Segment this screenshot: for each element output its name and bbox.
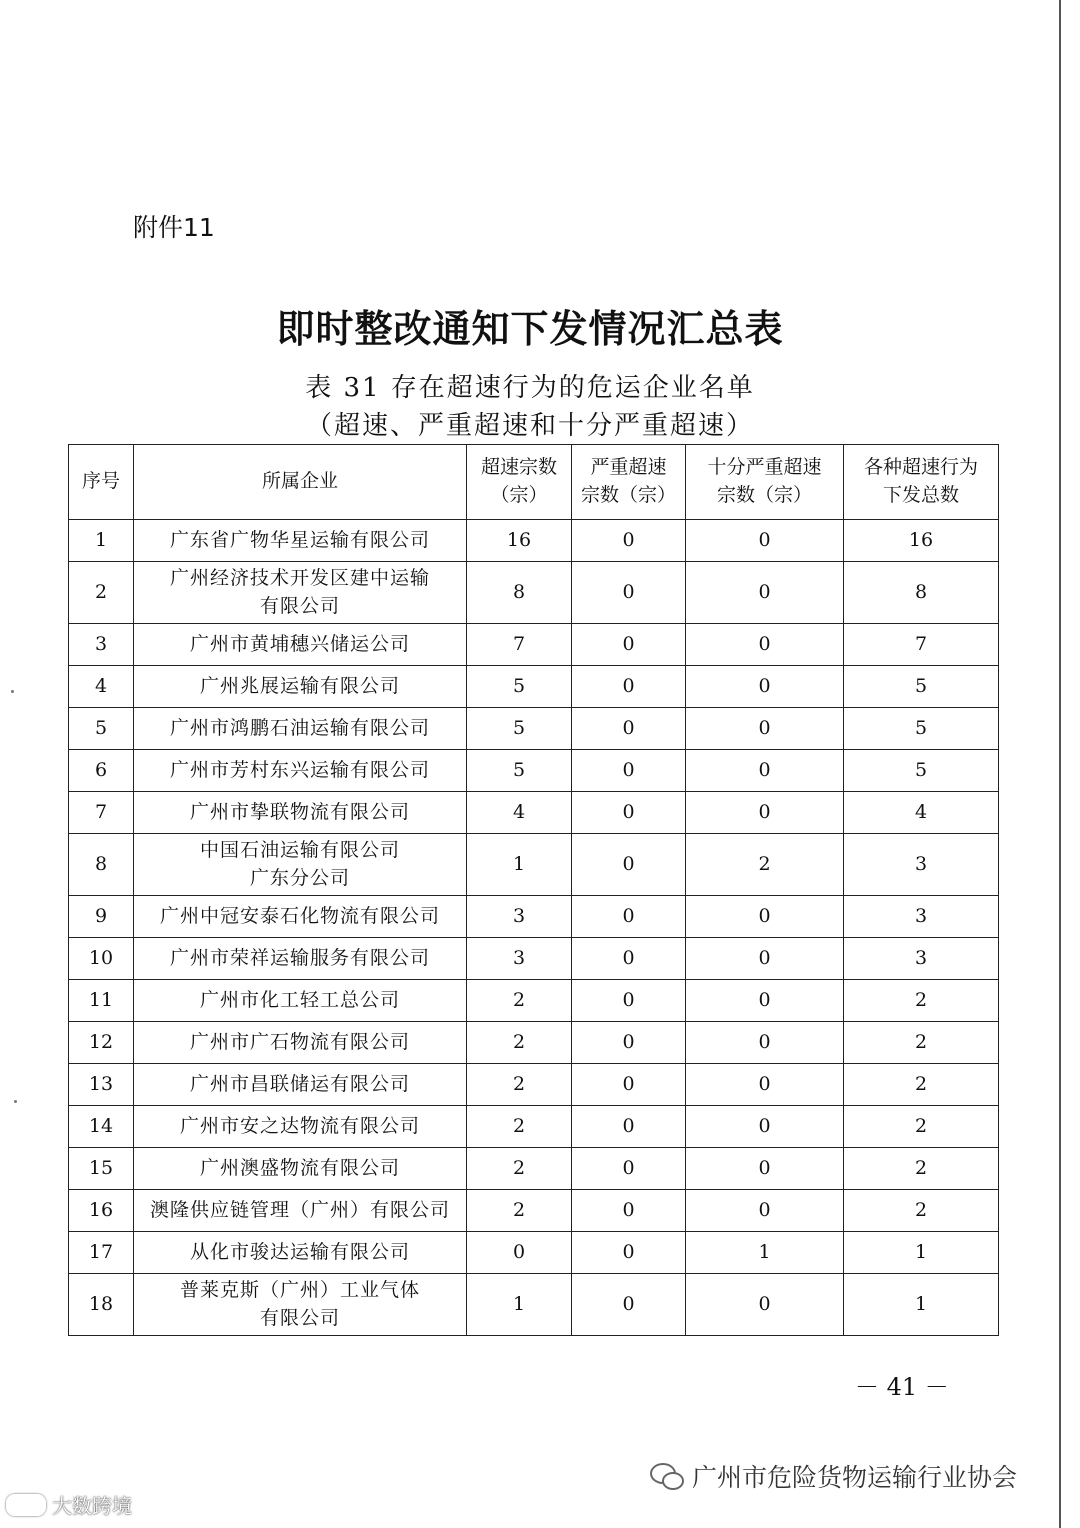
cell-very-serious-speeding-count: 2 bbox=[686, 834, 844, 896]
cell-serious-speeding-count: 0 bbox=[572, 750, 686, 792]
cell-serial-number: 14 bbox=[69, 1106, 134, 1148]
table-body bbox=[69, 520, 999, 1336]
cell-very-serious-speeding-count: 0 bbox=[686, 624, 844, 666]
cell-total-notices: 4 bbox=[844, 792, 999, 834]
cell-serial-number: 13 bbox=[69, 1064, 134, 1106]
cell-speeding-count: 4 bbox=[467, 792, 572, 834]
cell-total-notices: 1 bbox=[844, 1232, 999, 1274]
cell-company: 广州兆展运输有限公司 bbox=[134, 666, 467, 708]
table-row bbox=[69, 1148, 999, 1190]
cell-serial-number: 18 bbox=[69, 1274, 134, 1336]
cell-speeding-count: 1 bbox=[467, 1274, 572, 1336]
watermark-text: 大数跨境 bbox=[52, 1494, 132, 1518]
cell-speeding-count: 1 bbox=[467, 834, 572, 896]
cell-speeding-count: 0 bbox=[467, 1232, 572, 1274]
cell-total-notices: 2 bbox=[844, 1106, 999, 1148]
cell-total-notices: 5 bbox=[844, 666, 999, 708]
cell-serious-speeding-count: 0 bbox=[572, 1022, 686, 1064]
cell-company: 普莱克斯（广州）工业气体 有限公司 bbox=[134, 1274, 467, 1336]
cell-serious-speeding-count: 0 bbox=[572, 562, 686, 624]
cell-serial-number: 5 bbox=[69, 708, 134, 750]
cell-company: 广州市鸿鹏石油运输有限公司 bbox=[134, 708, 467, 750]
header-speeding-count: 超速宗数 （宗） bbox=[467, 445, 572, 520]
cell-company: 广州市安之达物流有限公司 bbox=[134, 1106, 467, 1148]
table-row bbox=[69, 896, 999, 938]
table-row bbox=[69, 708, 999, 750]
cell-serial-number: 17 bbox=[69, 1232, 134, 1274]
header-very-serious-speeding-count: 十分严重超速 宗数（宗） bbox=[686, 445, 844, 520]
cell-company: 广东省广物华星运输有限公司 bbox=[134, 520, 467, 562]
table-row bbox=[69, 1232, 999, 1274]
table-header-row bbox=[69, 445, 999, 520]
cell-very-serious-speeding-count: 0 bbox=[686, 1022, 844, 1064]
cell-speeding-count: 7 bbox=[467, 624, 572, 666]
cell-serial-number: 1 bbox=[69, 520, 134, 562]
cell-company: 广州市黄埔穗兴储运公司 bbox=[134, 624, 467, 666]
cell-speeding-count: 2 bbox=[467, 980, 572, 1022]
cell-company: 广州澳盛物流有限公司 bbox=[134, 1148, 467, 1190]
watermark bbox=[6, 1490, 132, 1519]
table-row bbox=[69, 1190, 999, 1232]
cell-speeding-count: 3 bbox=[467, 896, 572, 938]
cell-speeding-count: 2 bbox=[467, 1190, 572, 1232]
cell-serious-speeding-count: 0 bbox=[572, 520, 686, 562]
table-row bbox=[69, 834, 999, 896]
speeding-companies-table bbox=[68, 444, 999, 1336]
cell-serious-speeding-count: 0 bbox=[572, 792, 686, 834]
cell-serious-speeding-count: 0 bbox=[572, 624, 686, 666]
table-row bbox=[69, 624, 999, 666]
cell-company: 广州市化工轻工总公司 bbox=[134, 980, 467, 1022]
table-row bbox=[69, 980, 999, 1022]
cell-speeding-count: 2 bbox=[467, 1148, 572, 1190]
page-number: － 41 － bbox=[855, 1373, 949, 1401]
cell-serial-number: 2 bbox=[69, 562, 134, 624]
table-row bbox=[69, 1022, 999, 1064]
cell-total-notices: 2 bbox=[844, 1022, 999, 1064]
cell-serious-speeding-count: 0 bbox=[572, 666, 686, 708]
cell-total-notices: 3 bbox=[844, 834, 999, 896]
cell-serial-number: 6 bbox=[69, 750, 134, 792]
table-row bbox=[69, 562, 999, 624]
table-row bbox=[69, 666, 999, 708]
cell-very-serious-speeding-count: 0 bbox=[686, 896, 844, 938]
cell-very-serious-speeding-count: 0 bbox=[686, 938, 844, 980]
cell-serial-number: 15 bbox=[69, 1148, 134, 1190]
cell-very-serious-speeding-count: 0 bbox=[686, 1148, 844, 1190]
cell-speeding-count: 3 bbox=[467, 938, 572, 980]
cell-company: 从化市骏达运输有限公司 bbox=[134, 1232, 467, 1274]
source-text: 广州市危险货物运输行业协会 bbox=[692, 1463, 1018, 1492]
cell-company: 广州市挚联物流有限公司 bbox=[134, 792, 467, 834]
cell-serious-speeding-count: 0 bbox=[572, 1106, 686, 1148]
table-row bbox=[69, 792, 999, 834]
cell-speeding-count: 5 bbox=[467, 750, 572, 792]
table-row bbox=[69, 520, 999, 562]
cell-serial-number: 4 bbox=[69, 666, 134, 708]
cell-very-serious-speeding-count: 0 bbox=[686, 980, 844, 1022]
cell-company: 广州中冠安泰石化物流有限公司 bbox=[134, 896, 467, 938]
cell-speeding-count: 2 bbox=[467, 1022, 572, 1064]
cell-serious-speeding-count: 0 bbox=[572, 1274, 686, 1336]
cell-serial-number: 8 bbox=[69, 834, 134, 896]
cell-serious-speeding-count: 0 bbox=[572, 1232, 686, 1274]
cell-serious-speeding-count: 0 bbox=[572, 1190, 686, 1232]
cell-serious-speeding-count: 0 bbox=[572, 1064, 686, 1106]
cell-serious-speeding-count: 0 bbox=[572, 834, 686, 896]
scan-speck bbox=[14, 1100, 17, 1103]
cell-total-notices: 8 bbox=[844, 562, 999, 624]
cell-serial-number: 10 bbox=[69, 938, 134, 980]
cell-company: 中国石油运输有限公司 广东分公司 bbox=[134, 834, 467, 896]
cell-very-serious-speeding-count: 0 bbox=[686, 708, 844, 750]
wechat-icon bbox=[650, 1463, 684, 1489]
cell-serious-speeding-count: 0 bbox=[572, 896, 686, 938]
cell-total-notices: 2 bbox=[844, 1190, 999, 1232]
cell-very-serious-speeding-count: 0 bbox=[686, 1106, 844, 1148]
cell-company: 广州市昌联储运有限公司 bbox=[134, 1064, 467, 1106]
cell-company: 广州市荣祥运输服务有限公司 bbox=[134, 938, 467, 980]
cell-serial-number: 12 bbox=[69, 1022, 134, 1064]
table-subtitle: （超速、严重超速和十分严重超速） bbox=[305, 411, 754, 441]
table-row bbox=[69, 750, 999, 792]
scan-speck bbox=[11, 690, 14, 693]
table-row bbox=[69, 1064, 999, 1106]
cell-speeding-count: 5 bbox=[467, 708, 572, 750]
cell-speeding-count: 2 bbox=[467, 1064, 572, 1106]
cell-serious-speeding-count: 0 bbox=[572, 980, 686, 1022]
cell-serial-number: 9 bbox=[69, 896, 134, 938]
cell-very-serious-speeding-count: 0 bbox=[686, 666, 844, 708]
cell-serial-number: 11 bbox=[69, 980, 134, 1022]
source-footer bbox=[650, 1458, 1017, 1494]
cell-total-notices: 2 bbox=[844, 1064, 999, 1106]
cell-serious-speeding-count: 0 bbox=[572, 938, 686, 980]
cell-very-serious-speeding-count: 0 bbox=[686, 792, 844, 834]
cell-total-notices: 7 bbox=[844, 624, 999, 666]
header-serious-speeding-count: 严重超速 宗数（宗） bbox=[572, 445, 686, 520]
cell-total-notices: 16 bbox=[844, 520, 999, 562]
cell-total-notices: 1 bbox=[844, 1274, 999, 1336]
cell-company: 广州经济技术开发区建中运输 有限公司 bbox=[134, 562, 467, 624]
cell-company: 广州市芳村东兴运输有限公司 bbox=[134, 750, 467, 792]
cell-total-notices: 3 bbox=[844, 938, 999, 980]
cell-serial-number: 3 bbox=[69, 624, 134, 666]
cell-total-notices: 2 bbox=[844, 980, 999, 1022]
cell-serious-speeding-count: 0 bbox=[572, 1148, 686, 1190]
cell-very-serious-speeding-count: 0 bbox=[686, 520, 844, 562]
table-title: 表 31 存在超速行为的危运企业名单 bbox=[305, 373, 755, 403]
cell-company: 澳隆供应链管理（广州）有限公司 bbox=[134, 1190, 467, 1232]
cell-speeding-count: 8 bbox=[467, 562, 572, 624]
cell-speeding-count: 5 bbox=[467, 666, 572, 708]
page-edge-line bbox=[1059, 0, 1061, 1528]
header-serial-number: 序号 bbox=[69, 445, 134, 520]
watermark-logo-icon bbox=[6, 1494, 46, 1516]
header-total-notices: 各种超速行为 下发总数 bbox=[844, 445, 999, 520]
cell-serial-number: 7 bbox=[69, 792, 134, 834]
cell-very-serious-speeding-count: 0 bbox=[686, 1274, 844, 1336]
cell-total-notices: 3 bbox=[844, 896, 999, 938]
cell-serial-number: 16 bbox=[69, 1190, 134, 1232]
cell-speeding-count: 2 bbox=[467, 1106, 572, 1148]
cell-total-notices: 2 bbox=[844, 1148, 999, 1190]
table-row bbox=[69, 1274, 999, 1336]
table-row bbox=[69, 938, 999, 980]
header-company: 所属企业 bbox=[134, 445, 467, 520]
cell-very-serious-speeding-count: 1 bbox=[686, 1232, 844, 1274]
table-row bbox=[69, 1106, 999, 1148]
cell-total-notices: 5 bbox=[844, 750, 999, 792]
cell-serious-speeding-count: 0 bbox=[572, 708, 686, 750]
cell-very-serious-speeding-count: 0 bbox=[686, 1064, 844, 1106]
cell-company: 广州市广石物流有限公司 bbox=[134, 1022, 467, 1064]
attachment-label: 附件11 bbox=[133, 213, 215, 242]
cell-very-serious-speeding-count: 0 bbox=[686, 562, 844, 624]
cell-very-serious-speeding-count: 0 bbox=[686, 750, 844, 792]
cell-total-notices: 5 bbox=[844, 708, 999, 750]
cell-speeding-count: 16 bbox=[467, 520, 572, 562]
cell-very-serious-speeding-count: 0 bbox=[686, 1190, 844, 1232]
document-title: 即时整改通知下发情况汇总表 bbox=[276, 306, 784, 351]
